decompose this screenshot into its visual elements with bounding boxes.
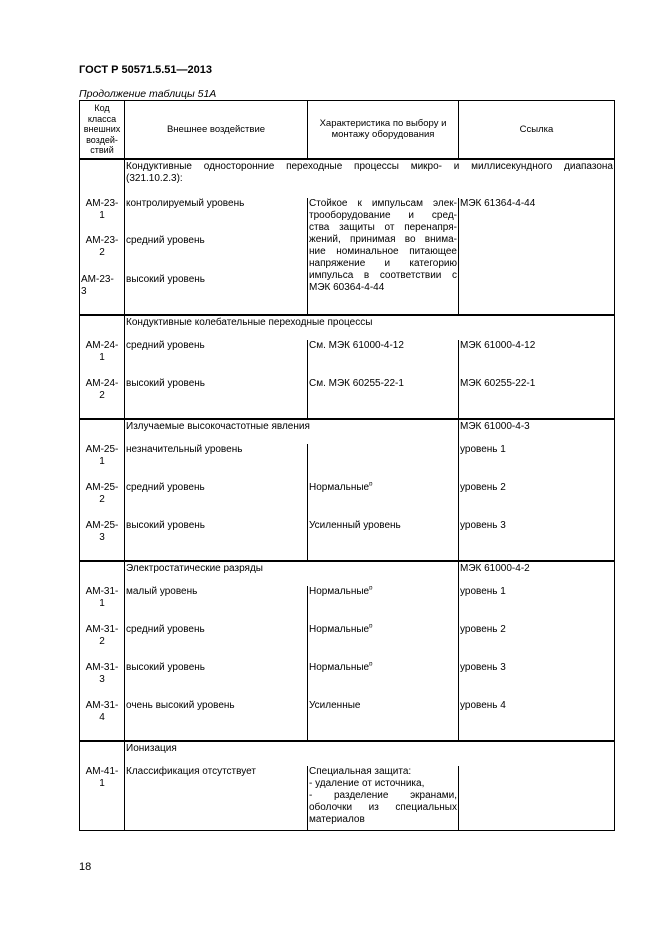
class-code xyxy=(80,444,125,482)
code-header-line: ствий xyxy=(90,145,114,155)
reference-level: уровень 3 xyxy=(459,662,615,700)
section-title: Кондуктивные колебательные переходные процессы xyxy=(125,315,615,340)
section-title xyxy=(125,159,615,198)
footnote-mark: b xyxy=(369,661,373,668)
column-header-code xyxy=(80,101,125,159)
characteristic-cell xyxy=(308,482,459,520)
influence-level: средний уровень xyxy=(125,482,308,520)
characteristic-line: МЭК 60364-4-44 xyxy=(309,281,385,293)
class-code-line: 3 xyxy=(99,673,105,685)
document-header: ГОСТ Р 50571.5.51—2013 xyxy=(79,64,213,76)
class-code-line: AM-25- xyxy=(85,443,119,455)
influence-level: высокий уровень xyxy=(125,662,308,700)
class-code-line: 1 xyxy=(99,209,105,221)
classification-table xyxy=(79,100,615,831)
class-code-line: 2 xyxy=(99,246,105,258)
characteristic-text: Усиленные xyxy=(308,700,459,741)
characteristic-text: Нормальные xyxy=(309,623,370,635)
characteristic-text: Усиленный уровень xyxy=(308,520,459,561)
class-code-line: 1 xyxy=(99,455,105,467)
class-code-line: AM-31- xyxy=(85,699,119,711)
section-row-am41 xyxy=(80,741,615,766)
influence-level: средний уровень xyxy=(125,340,308,378)
characteristic-cell xyxy=(308,586,459,624)
table-row xyxy=(80,520,615,561)
influence-level: Классификация отсутствует xyxy=(125,766,308,831)
code-header-line: класса xyxy=(87,113,117,124)
section-title-line: Кондуктивные односторонние переходные процессы микро- и миллисекундного диапазона xyxy=(126,160,613,172)
characteristic-line: - удаление от источника, xyxy=(309,777,425,789)
class-code xyxy=(80,662,125,700)
characteristic-text xyxy=(308,444,459,482)
class-code-line: AM-24- xyxy=(85,377,119,389)
reference: МЭК 61364-4-44 xyxy=(459,198,615,315)
characteristic-text: См. МЭК 61000-4-12 xyxy=(308,340,459,378)
characteristic-line: трооборудование и сред- xyxy=(309,209,457,221)
class-code xyxy=(80,586,125,624)
column-header-influence: Внешнее воздействие xyxy=(125,101,308,159)
class-code-line: 4 xyxy=(99,711,105,723)
class-code-line: 3 xyxy=(99,531,105,543)
influence-level: контролируемый уровень xyxy=(125,198,308,235)
influence-level: средний уровень xyxy=(125,235,308,274)
class-code xyxy=(80,378,125,419)
characteristic-text: Нормальные xyxy=(309,585,370,597)
characteristic-text: Нормальные xyxy=(309,661,370,673)
reference: МЭК 61000-4-12 xyxy=(459,340,615,378)
class-code xyxy=(80,340,125,378)
class-code-line: 2 xyxy=(99,635,105,647)
influence-level: высокий уровень xyxy=(125,520,308,561)
table-row xyxy=(80,700,615,741)
code-header-line: Код xyxy=(94,103,110,113)
table-row xyxy=(80,624,615,662)
class-code-line: AM-25- xyxy=(85,481,119,493)
characteristic-cell xyxy=(308,624,459,662)
class-code-line: AM-23- xyxy=(85,197,119,209)
class-code-line: 2 xyxy=(99,493,105,505)
section-row-am24 xyxy=(80,315,615,340)
characteristic-line: оболочки из специальных xyxy=(309,801,457,813)
table-header-row xyxy=(80,101,615,159)
section-title: Излучаемые высокочастотные явления xyxy=(125,419,459,444)
influence-level: средний уровень xyxy=(125,624,308,662)
reference-level: уровень 2 xyxy=(459,624,615,662)
characteristic-line: напряжение и категорию xyxy=(309,257,457,269)
section-row-am31 xyxy=(80,561,615,586)
column-header-reference: Ссылка xyxy=(459,101,615,159)
table-row xyxy=(80,378,615,419)
reference xyxy=(459,766,615,831)
reference-level: уровень 1 xyxy=(459,444,615,482)
characteristic-line: импульса в соответствии с xyxy=(309,269,457,281)
reference-level: уровень 1 xyxy=(459,586,615,624)
reference: МЭК 61000-4-3 xyxy=(459,419,615,444)
class-code xyxy=(80,198,125,235)
characteristic-line: ние номинальное питающее xyxy=(309,245,457,257)
class-code xyxy=(80,520,125,561)
reference-level: уровень 2 xyxy=(459,482,615,520)
code-header-line: воздей- xyxy=(86,134,118,145)
class-code xyxy=(80,700,125,741)
characteristic-line: жений, принимая во внима- xyxy=(309,233,457,245)
class-code-line: 1 xyxy=(99,597,105,609)
class-code-line: AM-23- xyxy=(85,234,119,246)
characteristic-line: Специальная защита: xyxy=(309,765,412,777)
table-row xyxy=(80,766,615,831)
class-code-line: 1 xyxy=(99,777,105,789)
column-header-characteristics: Характеристика по выбору и монтажу оборудования xyxy=(308,101,459,159)
reference: МЭК 60255-22-1 xyxy=(459,378,615,419)
class-code-line: AM-23- xyxy=(81,273,114,285)
table-row xyxy=(80,340,615,378)
characteristic-text xyxy=(308,198,459,315)
class-code-line: 2 xyxy=(99,389,105,401)
characteristic-text: Нормальные xyxy=(309,481,370,493)
influence-level: высокий уровень xyxy=(125,274,308,315)
class-code-line: 1 xyxy=(99,351,105,363)
section-row-am25 xyxy=(80,419,615,444)
footnote-mark: b xyxy=(369,585,373,592)
section-title-line: (321.10.2.3): xyxy=(126,172,183,184)
characteristic-cell xyxy=(308,662,459,700)
influence-level: высокий уровень xyxy=(125,378,308,419)
influence-level: малый уровень xyxy=(125,586,308,624)
table-row xyxy=(80,482,615,520)
section-row-am23 xyxy=(80,159,615,198)
characteristic-text xyxy=(308,766,459,831)
characteristic-line: - разделение экранами, xyxy=(309,789,457,801)
class-code xyxy=(80,766,125,831)
section-title: Электростатические разряды xyxy=(125,561,459,586)
reference-level: уровень 4 xyxy=(459,700,615,741)
class-code-line: AM-41- xyxy=(85,765,119,777)
class-code xyxy=(80,235,125,274)
reference-level: уровень 3 xyxy=(459,520,615,561)
table-row xyxy=(80,586,615,624)
characteristic-line: Стойкое к импульсам элек- xyxy=(309,197,457,209)
page-number: 18 xyxy=(79,861,92,873)
influence-level: незначительный уровень xyxy=(125,444,308,482)
class-code xyxy=(80,624,125,662)
class-code xyxy=(80,274,125,315)
table-row xyxy=(80,662,615,700)
class-code-line: AM-31- xyxy=(85,623,119,635)
code-header-line: внешних xyxy=(83,124,121,134)
class-code-line: AM-31- xyxy=(85,585,119,597)
influence-level: очень высокий уровень xyxy=(125,700,308,741)
class-code xyxy=(80,482,125,520)
characteristic-line: ства защиты от перенапря- xyxy=(309,221,457,233)
class-code-line: 3 xyxy=(81,285,87,297)
class-code-line: AM-31- xyxy=(85,661,119,673)
class-code-line: AM-25- xyxy=(85,519,119,531)
table-caption: Продолжение таблицы 51А xyxy=(79,88,217,100)
reference: МЭК 61000-4-2 xyxy=(459,561,615,586)
section-title: Ионизация xyxy=(125,741,615,766)
footnote-mark: b xyxy=(369,481,373,488)
table-row xyxy=(80,444,615,482)
table-row xyxy=(80,198,615,235)
footnote-mark: b xyxy=(369,623,373,630)
characteristic-text: См. МЭК 60255-22-1 xyxy=(308,378,459,419)
class-code-line: AM-24- xyxy=(85,339,119,351)
characteristic-line: материалов xyxy=(309,813,365,825)
